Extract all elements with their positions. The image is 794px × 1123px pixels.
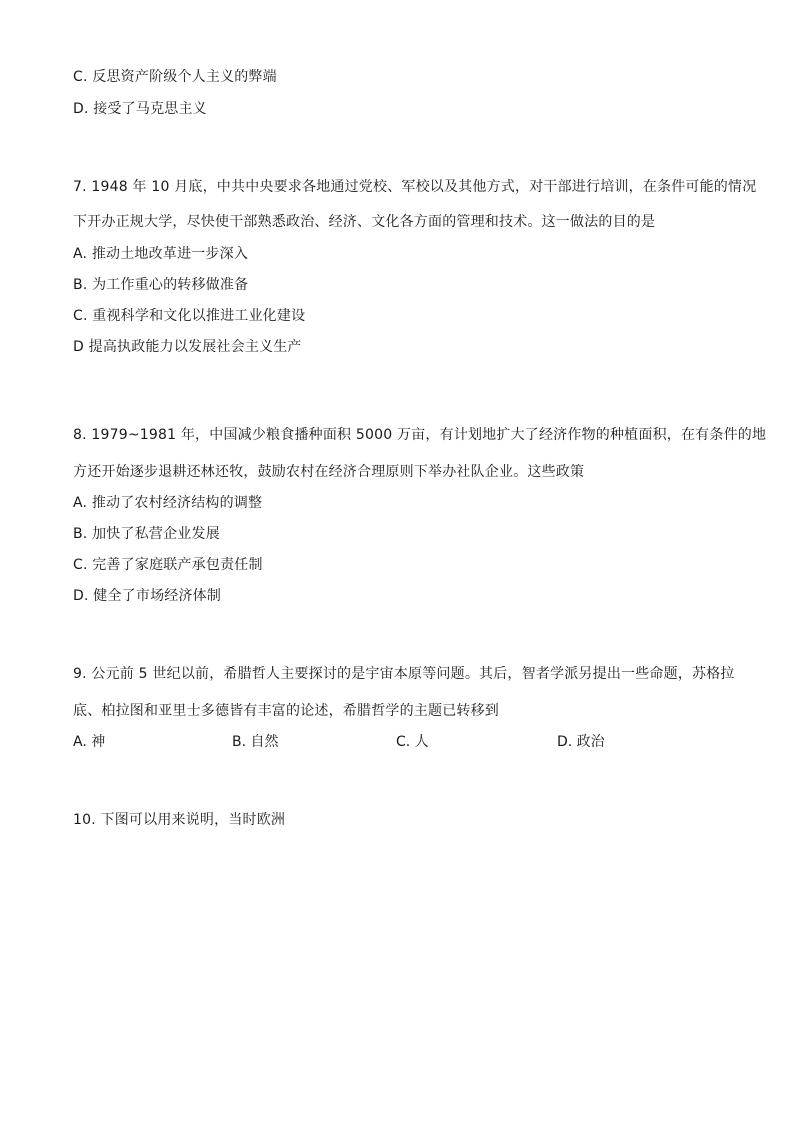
q6-option-d: D. 接受了马克思主义 bbox=[73, 101, 207, 117]
q7-option-d: D 提高执政能力以发展社会主义生产 bbox=[73, 339, 302, 355]
q9-option-c: C. 人 bbox=[396, 734, 429, 750]
q7-stem-line1: 7. 1948 年 10 月底，中共中央要求各地通过党校、军校以及其他方式，对干部进行培训，在条件可能的情况 bbox=[73, 179, 757, 195]
q10-stem-line1: 10. 下图可以用来说明，当时欧洲 bbox=[73, 812, 286, 828]
q9-option-d: D. 政治 bbox=[557, 734, 605, 750]
q9-stem-line2: 底、柏拉图和亚里士多德皆有丰富的论述，希腊哲学的主题已转移到 bbox=[73, 703, 499, 719]
q7-option-a: A. 推动土地改革进一步深入 bbox=[73, 246, 249, 262]
q8-option-b: B. 加快了私营企业发展 bbox=[73, 526, 220, 542]
q7-option-c: C. 重视科学和文化以推进工业化建设 bbox=[73, 308, 306, 324]
q9-option-b: B. 自然 bbox=[232, 734, 279, 750]
q6-option-c: C. 反思资产阶级个人主义的弊端 bbox=[73, 69, 277, 85]
q9-option-a: A. 神 bbox=[73, 734, 106, 750]
q8-option-c: C. 完善了家庭联产承包责任制 bbox=[73, 557, 263, 573]
q7-stem-line2: 下开办正规大学，尽快使干部熟悉政治、经济、文化各方面的管理和技术。这一做法的目的是 bbox=[73, 214, 656, 230]
q7-option-b: B. 为工作重心的转移做准备 bbox=[73, 277, 249, 293]
q8-stem-line2: 方还开始逐步退耕还林还牧，鼓励农村在经济合理原则下举办社队企业。这些政策 bbox=[73, 464, 585, 480]
q9-options-row bbox=[73, 732, 733, 752]
q9-stem-line1: 9. 公元前 5 世纪以前，希腊哲人主要探讨的是宇宙本原等问题。其后，智者学派另提出一些命题，苏格拉 bbox=[73, 666, 735, 682]
q8-stem-line1: 8. 1979~1981 年，中国减少粮食播种面积 5000 万亩，有计划地扩大了经济作物的种植面积，在有条件的地 bbox=[73, 427, 767, 443]
q8-option-d: D. 健全了市场经济体制 bbox=[73, 588, 222, 604]
q8-option-a: A. 推动了农村经济结构的调整 bbox=[73, 495, 263, 511]
